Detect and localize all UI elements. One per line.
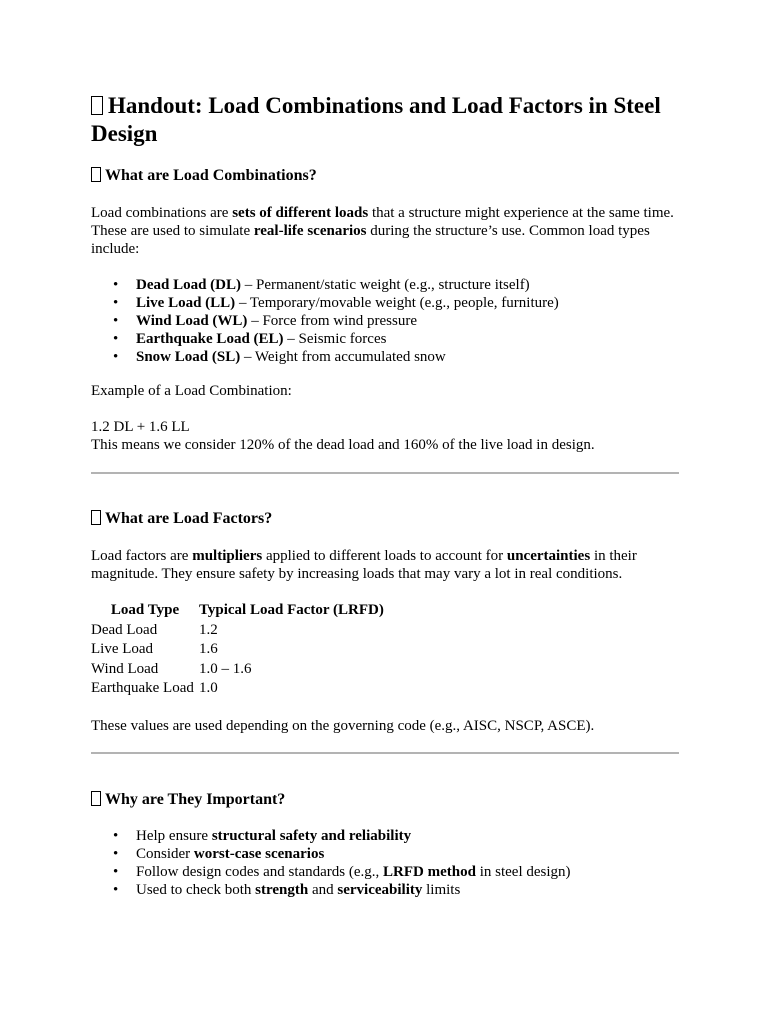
bold-text: uncertainties: [506, 548, 591, 564]
load-factor-cell: 1.2: [199, 621, 218, 638]
missing-glyph-icon: [91, 510, 101, 525]
bullet-icon: •: [113, 882, 119, 898]
bullet-icon: •: [113, 331, 119, 347]
load-type-cell: Live Load: [91, 641, 154, 657]
column-header-load-type: Load Type: [110, 602, 180, 618]
load-type-description: – Temporary/movable weight (e.g., people, furniture): [235, 295, 559, 311]
bold-text: real-life scenarios: [253, 223, 367, 239]
list-item: [91, 863, 679, 881]
section-heading-text: What are Load Combinations?: [105, 167, 317, 184]
bold-text: strength: [255, 882, 309, 898]
text-run: limits: [422, 882, 461, 898]
load-type-description: – Permanent/static weight (e.g., structure itself): [241, 277, 530, 293]
missing-glyph-icon: [91, 167, 101, 182]
text-run: Help ensure: [136, 828, 212, 844]
load-factor-cell: 1.0 – 1.6: [199, 660, 252, 677]
table-row: [91, 660, 384, 680]
bold-text: serviceability: [337, 882, 423, 898]
text-run: Used to check both: [136, 882, 256, 898]
divider: [91, 752, 679, 754]
bullet-icon: •: [113, 313, 119, 329]
bullet-icon: •: [113, 277, 119, 293]
table-row: [91, 640, 384, 660]
load-types-list: [91, 276, 679, 366]
bold-text: structural safety and reliability: [211, 828, 412, 844]
example-explanation: This means we consider 120% of the dead load and 160% of the live load in design.: [91, 437, 595, 453]
column-header-load-factor: Typical Load Factor (LRFD): [199, 602, 384, 618]
load-type-description: – Force from wind pressure: [247, 313, 417, 329]
list-item: [91, 276, 679, 294]
list-item: [91, 845, 679, 863]
importance-list: [91, 827, 679, 899]
load-factor-table: [91, 601, 384, 699]
text-run: and: [308, 882, 338, 898]
section-heading-load-factors: [91, 509, 272, 529]
bullet-icon: •: [113, 846, 119, 862]
load-factors-note: These values are used depending on the governing code (e.g., AISC, NSCP, ASCE).: [91, 718, 595, 734]
text-run: applied to different loads to account for: [262, 548, 507, 564]
text-run: during the structure’s use. Common load types include:: [91, 223, 650, 257]
table-row: [91, 679, 384, 699]
list-item: [91, 294, 679, 312]
section-heading-load-combinations: [91, 166, 317, 186]
bold-text: sets of different loads: [232, 205, 369, 221]
load-factors-intro: [91, 547, 679, 583]
list-item: [91, 827, 679, 845]
list-item: [91, 312, 679, 330]
load-type-cell: Earthquake Load: [91, 680, 194, 696]
list-item: [91, 348, 679, 366]
example-label: Example of a Load Combination:: [91, 383, 292, 399]
load-factor-cell: 1.6: [199, 641, 218, 657]
text-run: in their magnitude. They ensure safety by increasing loads that may vary a lot in real conditions.: [91, 548, 637, 582]
bold-text: multipliers: [192, 548, 263, 564]
load-type-name: Wind Load (WL): [136, 313, 248, 329]
divider: [91, 472, 679, 474]
load-factor-cell: 1.0: [199, 680, 218, 696]
list-item: [91, 881, 679, 899]
section-heading-text: What are Load Factors?: [105, 510, 273, 527]
example-formula: 1.2 DL + 1.6 LL: [91, 419, 190, 435]
load-type-cell: Dead Load: [91, 621, 158, 638]
load-type-description: – Seismic forces: [283, 331, 387, 347]
load-type-name: Snow Load (SL): [136, 349, 241, 365]
load-combinations-intro: [91, 204, 679, 258]
text-run: that a structure might experience at the same time. These are used to simulate: [91, 205, 674, 239]
bold-text: LRFD method: [383, 864, 476, 880]
bullet-icon: •: [113, 295, 119, 311]
text-run: Load factors are: [91, 548, 193, 564]
section-heading-importance: [91, 790, 285, 810]
bold-text: worst-case scenarios: [193, 846, 325, 862]
load-type-name: Live Load (LL): [136, 295, 236, 311]
text-run: Follow design codes and standards (e.g.,: [136, 864, 384, 880]
bullet-icon: •: [113, 828, 119, 844]
load-type-description: – Weight from accumulated snow: [240, 349, 446, 365]
page-title-text: Handout: Load Combinations and Load Factors in Steel Design: [91, 93, 661, 146]
missing-glyph-icon: [91, 96, 103, 115]
text-run: in steel design): [475, 864, 571, 880]
table-row: [91, 621, 384, 641]
section-heading-text: Why are They Important?: [105, 791, 286, 808]
text-run: Consider: [136, 846, 194, 862]
list-item: [91, 330, 679, 348]
table-header-row: [91, 601, 384, 621]
load-type-cell: Wind Load: [91, 660, 159, 677]
page-title: [91, 92, 679, 148]
missing-glyph-icon: [91, 791, 101, 806]
load-type-name: Dead Load (DL): [136, 277, 242, 293]
bullet-icon: •: [113, 349, 119, 365]
load-type-name: Earthquake Load (EL): [136, 331, 284, 347]
bullet-icon: •: [113, 864, 119, 880]
text-run: Load combinations are: [91, 205, 233, 221]
